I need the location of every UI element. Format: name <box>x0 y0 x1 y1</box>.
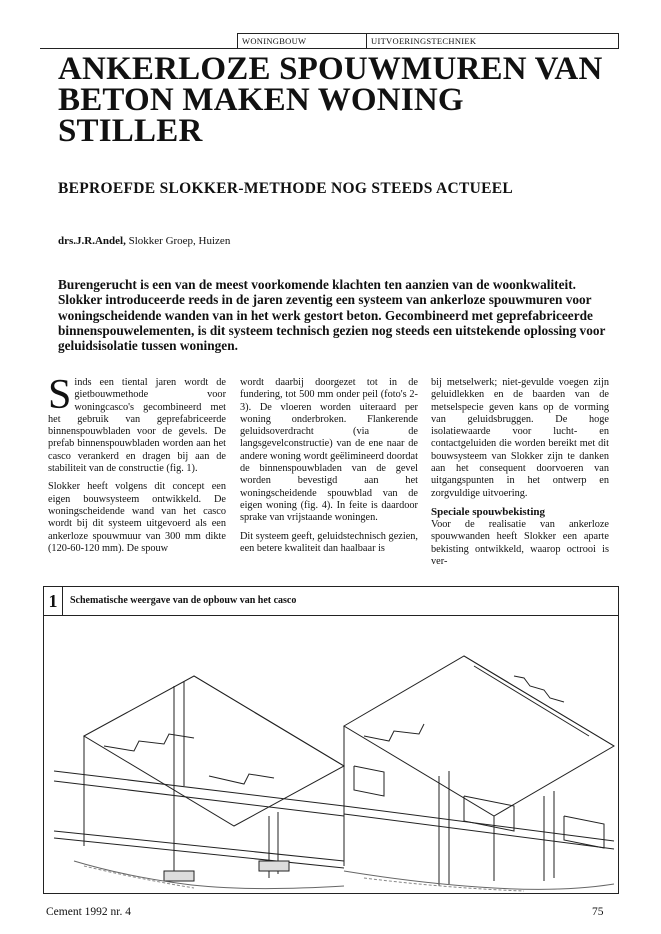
author-line <box>58 235 230 247</box>
casco-illustration <box>44 616 618 893</box>
column-1-paragraph-2: Slokker heeft volgens dit concept een eigen bouwsysteem ontwikkeld. De woningscheidende wand van het casco wordt bij dit systeem uitgevoerd als een ankerloze spouwmuur van 300 mm dikte (120-60-120 mm). De spouw <box>48 481 226 554</box>
column-1-paragraph-1-text: inds een tiental jaren wordt de gietbouwmethode voor woningcasco's gecombineerd met het gebruik van geprefabriceerde binnenspouwbladen voor de gevels. De prefab binnenspouwbladen worden aan het casco verankerd en dragen bij aan de stabiliteit van de constructie (fig. 1). <box>48 377 226 475</box>
author-name: drs.J.R.Andel, <box>58 235 126 247</box>
section-tab-uitvoeringstechniek: UITVOERINGSTECHNIEK <box>371 36 477 46</box>
column-2 <box>240 377 418 561</box>
section-tab-woningbouw: WONINGBOUW <box>238 34 367 48</box>
figure-header <box>44 587 618 616</box>
figure-caption: Schematische weergave van de opbouw van het casco <box>70 595 297 606</box>
column-3-paragraph-1: bij metselwerk; niet-gevulde voegen zijn geluidlekken en de baarden van de metselspecie geven kans op de vorming van geluidsbruggen. De hoge isolatiewaarde voor lucht- en contactgeluiden die worden bereikt met dit bouwsysteem van Slokker zijn te danken aan het consequent doorvoeren van uitgangspunten in het ontwerp en zorgvuldige uitvoering. <box>431 377 609 499</box>
article-title: ANKERLOZE SPOUWMUREN VAN BETON MAKEN WONING STILLER <box>58 51 603 149</box>
column-1-paragraph-1 <box>48 372 226 475</box>
column-3-paragraph-2: Voor de realisatie van ankerloze spouwwanden heeft Slokker een aparte bekisting ontwikkeld, waarop octrooi is ver- <box>431 518 609 567</box>
column-2-paragraph-2: Dit systeem geeft, geluidstechnisch gezien, een betere kwaliteit dan haalbaar is <box>240 530 418 554</box>
lead-paragraph: Burengerucht is een van de meest voorkomende klachten ten aanzien van de woonkwaliteit. Slokker introduceerde reeds in de jaren zeventig een systeem van ankerloze spouwmuren voor woningscheidende wanden van in het werk gestort beton. Gecombineerd met geprefabriceerde binnenspouwelementen, is dit systeem technisch gezien nog steeds een uitstekende oplossing voor geluidsisolatie tussen woningen. <box>58 277 606 354</box>
column-3 <box>431 377 609 574</box>
column-2-paragraph-1: wordt daarbij doorgezet tot in de fundering, tot 500 mm onder peil (foto's 2-3). De vloeren worden uiteraard per woning onderbroken. Flankerende geluidsoverdracht (via de langsgevelconstructie) van de ene naar de andere woning wordt geëlimineerd doordat de binnenspouwbladen van de gevel worden bevestigd aan het woningscheidende spouwblad van de eigen woning (fig. 4). In feite is daardoor sprake van vrijstaande woningen. <box>240 377 418 524</box>
section-heading: Speciale spouwbekisting <box>431 505 545 518</box>
journal-footer: Cement 1992 nr. 4 <box>46 906 131 918</box>
column-1 <box>48 372 226 561</box>
figure-1 <box>43 586 619 894</box>
drop-cap: S <box>48 372 72 418</box>
figure-number: 1 <box>44 587 63 615</box>
section-tabs <box>237 33 619 49</box>
article-subtitle: BEPROEFDE SLOKKER-METHODE NOG STEEDS ACTUEEL <box>58 180 514 197</box>
page-number: 75 <box>592 906 604 918</box>
author-affiliation: Slokker Groep, Huizen <box>125 235 231 247</box>
header-rule <box>40 48 617 49</box>
